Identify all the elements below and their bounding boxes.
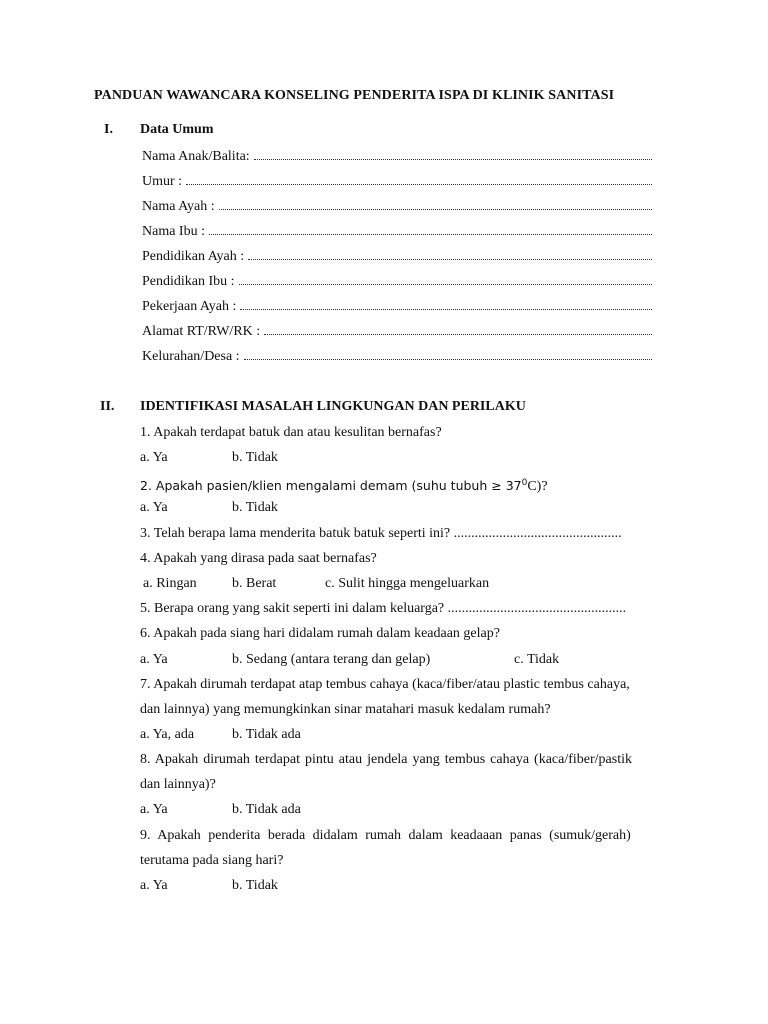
field-label: Pendidikan Ibu : [142,274,235,289]
fill-line [264,322,652,335]
question-7-line-2: dan lainnya) yang memungkinkan sinar matahari masuk kedalam rumah? [140,702,551,717]
question-6: 6. Apakah pada siang hari didalam rumah dalam keadaan gelap? [140,626,500,641]
field-label: Alamat RT/RW/RK : [142,324,261,339]
q2-text: 2. Apakah pasien/klien mengalami demam (suhu tubuh ≥ 37 [140,478,522,494]
question-7-line-1: 7. Apakah dirumah terdapat atap tembus cahaya (kaca/fiber/atau plastic tembus cahaya, [140,677,630,692]
question-9-line-1: 9. Apakah penderita berada didalam rumah dalam keadaaan panas (sumuk/gerah) [140,828,631,843]
fill-line [186,172,652,185]
fill-line [254,147,652,160]
q9-option-b[interactable]: b. Tidak [232,878,278,893]
q4-option-b[interactable]: b. Berat [232,576,277,591]
q6-option-c[interactable]: c. Tidak [514,652,560,667]
fill-line [209,222,652,235]
field-nama-anak[interactable] [142,147,652,165]
section-1-heading: Data Umum [140,122,214,137]
q7-option-b[interactable]: b. Tidak ada [232,727,301,742]
field-pendidikan-ayah[interactable] [142,247,652,265]
q4-option-a[interactable]: a. Ringan [143,576,197,591]
q8-option-a[interactable]: a. Ya [140,802,168,817]
question-2 [140,474,675,496]
q2-degree: 0 [521,478,528,488]
document-title: PANDUAN WAWANCARA KONSELING PENDERITA ISPA DI KLINIK SANITASI [94,88,615,103]
q6-option-b[interactable]: b. Sedang (antara terang dan gelap) [232,652,431,667]
question-8-line-2: dan lainnya)? [140,777,216,792]
q2-suffix: C)? [527,479,548,495]
fill-line [240,297,652,310]
question-8-line-1: 8. Apakah dirumah terdapat pintu atau jendela yang tembus cahaya (kaca/fiber/pastik [140,752,632,767]
q1-option-b[interactable]: b. Tidak [232,450,278,465]
field-umur[interactable] [142,172,652,190]
field-nama-ibu[interactable] [142,222,652,240]
field-label: Umur : [142,174,183,189]
field-label: Nama Ibu : [142,224,205,239]
q7-option-a[interactable]: a. Ya, ada [140,727,195,742]
q1-option-a[interactable]: a. Ya [140,450,168,465]
q6-option-a[interactable]: a. Ya [140,652,168,667]
question-3[interactable]: 3. Telah berapa lama menderita batuk batuk seperti ini? ................................................ [140,526,622,541]
fill-line [248,247,652,260]
field-alamat[interactable] [142,322,652,340]
question-1: 1. Apakah terdapat batuk dan atau kesulitan bernafas? [140,425,442,440]
question-5[interactable]: 5. Berapa orang yang sakit seperti ini dalam keluarga? ................................................... [140,601,627,616]
section-2-heading: IDENTIFIKASI MASALAH LINGKUNGAN DAN PERILAKU [140,399,526,414]
q4-option-c[interactable]: c. Sulit hingga mengeluarkan [325,576,490,591]
fill-line [244,347,652,360]
q2-option-b[interactable]: b. Tidak [232,500,278,515]
field-nama-ayah[interactable] [142,197,652,215]
field-label: Pendidikan Ayah : [142,249,245,264]
q2-option-a[interactable]: a. Ya [140,500,168,515]
field-pekerjaan-ayah[interactable] [142,297,652,315]
field-label: Nama Anak/Balita: [142,149,250,164]
field-label: Kelurahan/Desa : [142,349,240,364]
field-kelurahan-desa[interactable] [142,347,652,365]
fill-line [219,197,652,210]
section-1-number: I. [104,122,113,137]
field-pendidikan-ibu[interactable] [142,272,652,290]
section-2-number: II. [100,399,115,414]
question-9-line-2: terutama pada siang hari? [140,853,284,868]
field-label: Nama Ayah : [142,199,215,214]
q9-option-a[interactable]: a. Ya [140,878,168,893]
field-label: Pekerjaan Ayah : [142,299,237,314]
q8-option-b[interactable]: b. Tidak ada [232,802,301,817]
fill-line [239,272,652,285]
question-4: 4. Apakah yang dirasa pada saat bernafas? [140,551,377,566]
